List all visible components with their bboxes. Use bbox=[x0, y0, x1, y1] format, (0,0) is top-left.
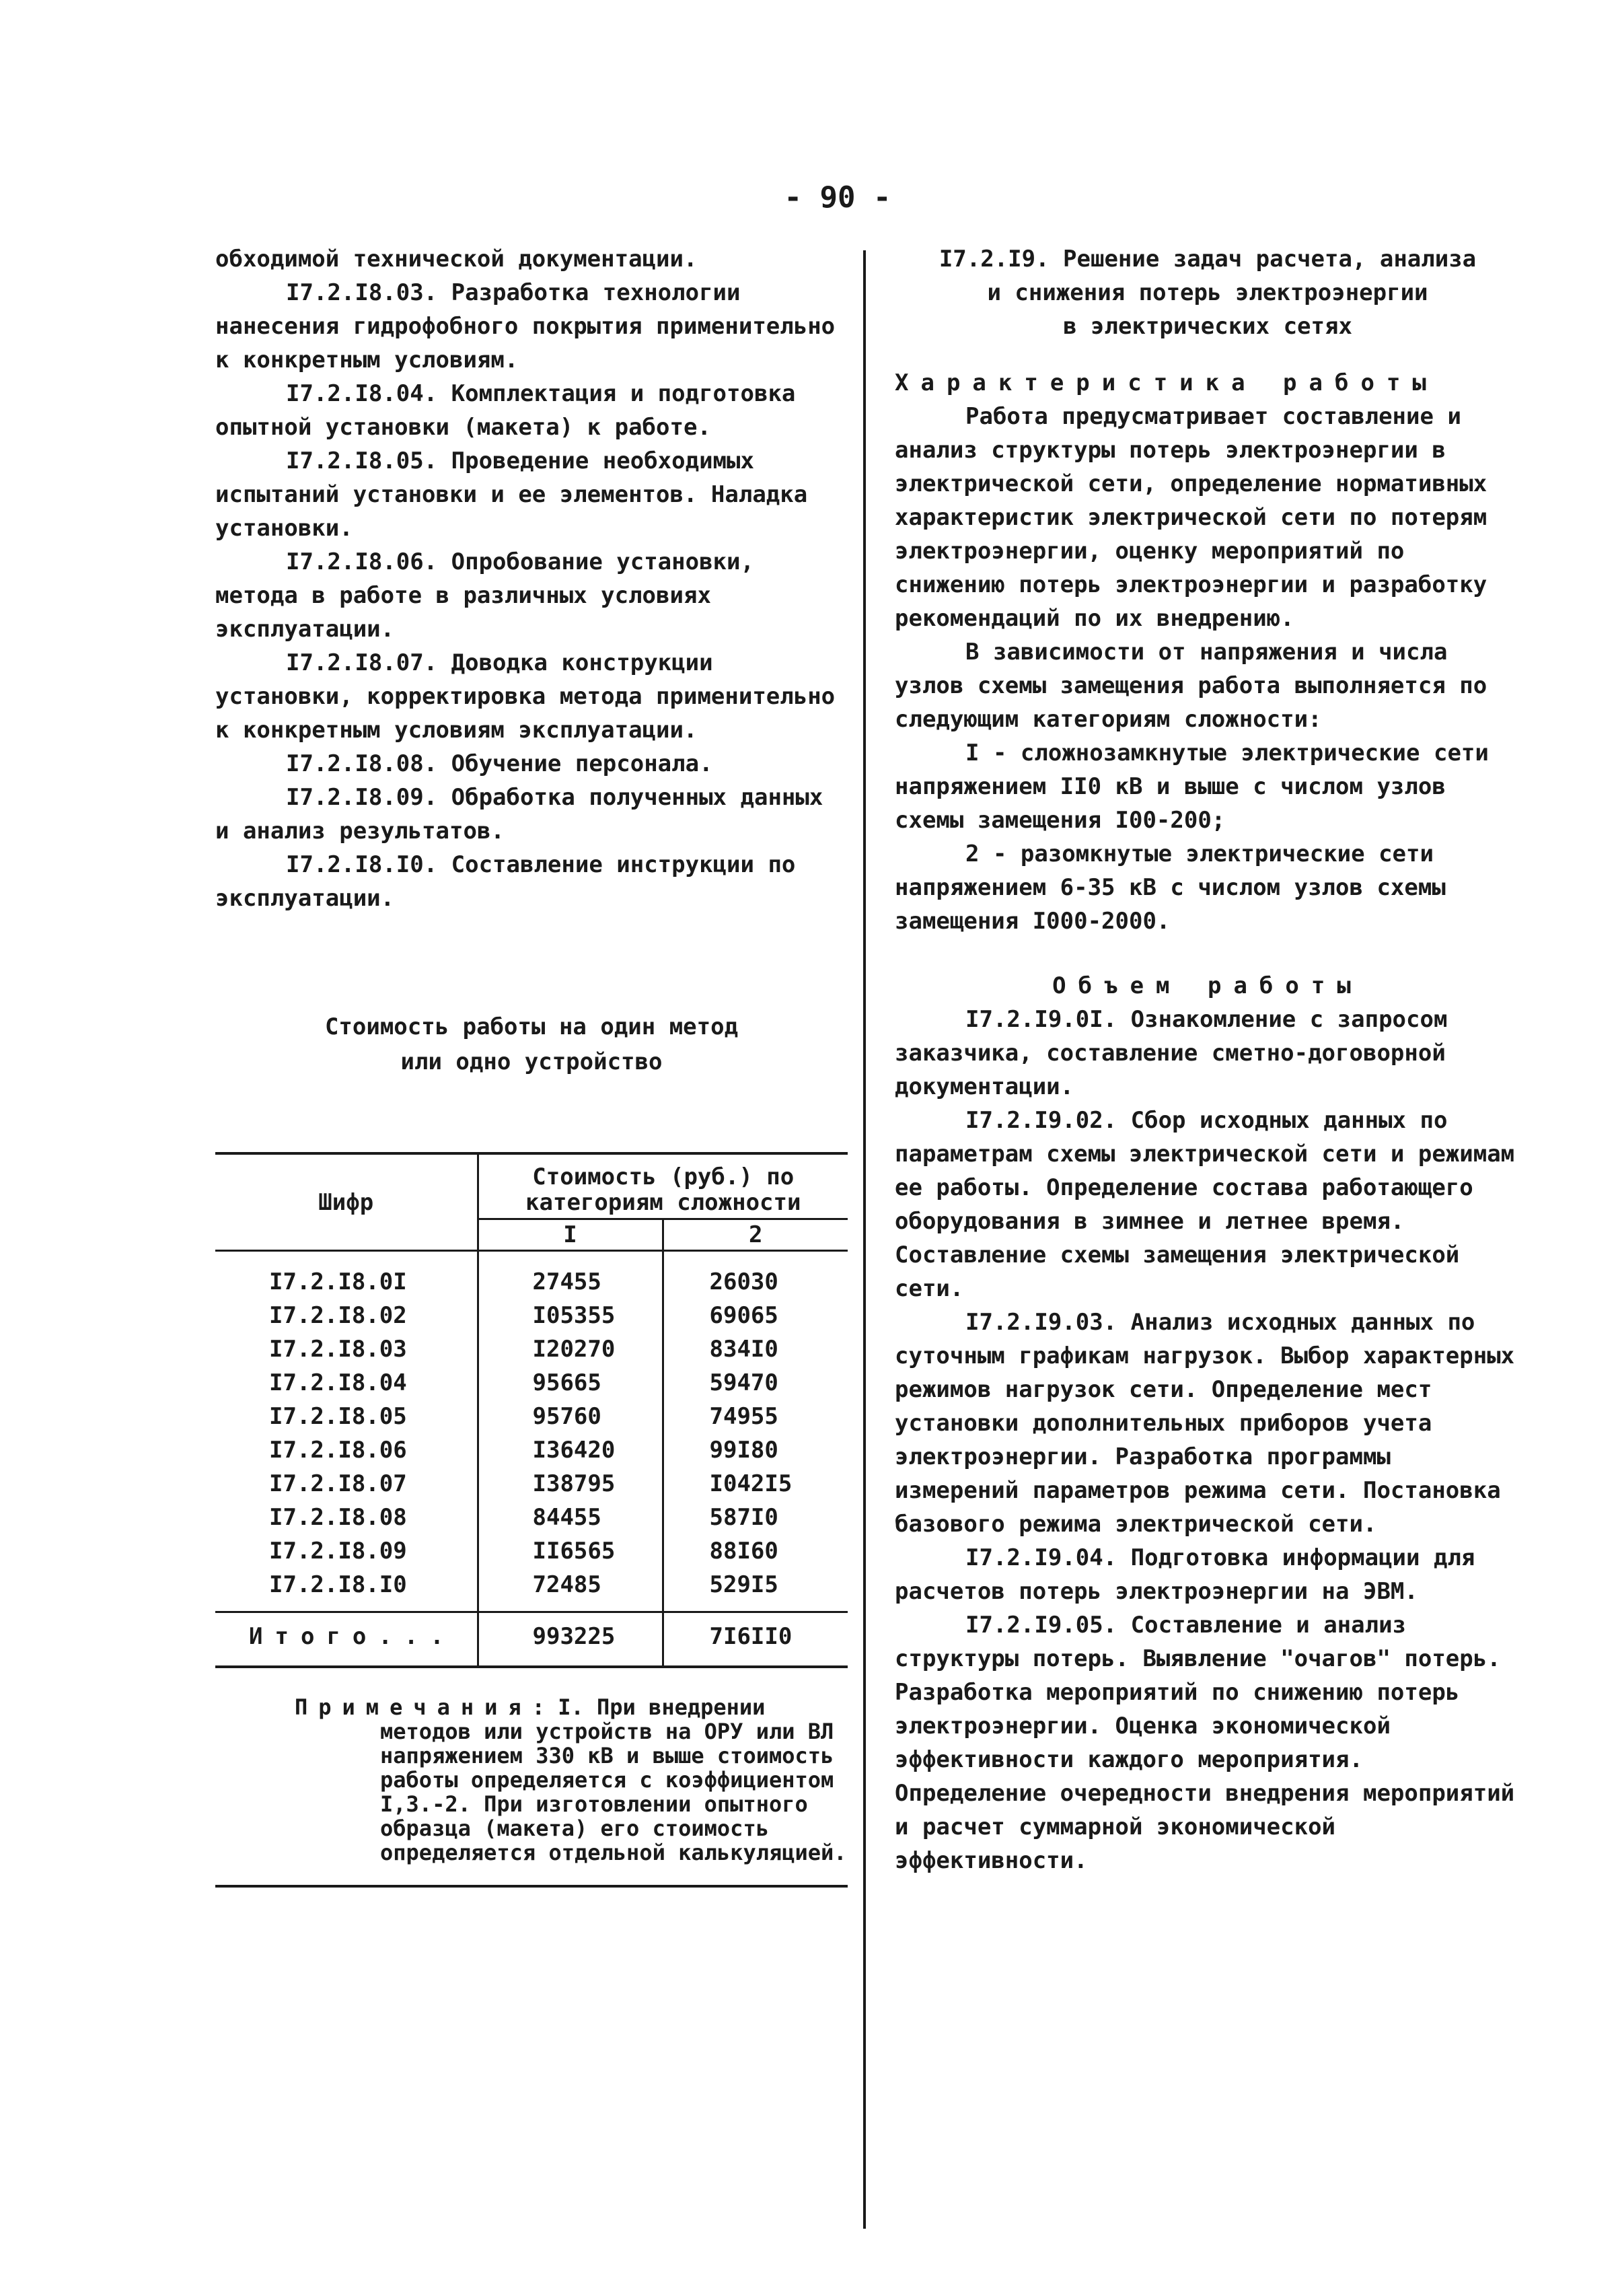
left-column bbox=[215, 242, 848, 1888]
table-row bbox=[215, 1251, 848, 1299]
right-column bbox=[895, 242, 1520, 1877]
cost-title-line: Стоимость работы на один метод bbox=[324, 1013, 739, 1040]
paragraph: I7.2.I8.07. Доводка конструкции установки, корректировка метода применительно к конкретным условиям эксплуатации. bbox=[215, 649, 836, 744]
characteristic-heading: Характеристика работы bbox=[895, 369, 1438, 396]
row-code: I7.2.I8.0I bbox=[269, 1268, 407, 1295]
column-divider bbox=[863, 250, 866, 2229]
row-code: I7.2.I8.06 bbox=[269, 1437, 407, 1464]
row-cost-2: 88I60 bbox=[663, 1534, 848, 1568]
row-cost-1: I05355 bbox=[478, 1299, 663, 1332]
table-note bbox=[295, 1695, 848, 1865]
paragraph: I7.2.I9.03. Анализ исходных данных по суточным графикам нагрузок. Выбор характерных режимов нагрузок сети. Определение мест установки дополнительных приборов учета электроэнергии. Разработка программы измерений параметров режима сети. Постановка базового режима электрической сети. bbox=[895, 1309, 1515, 1538]
table-row bbox=[215, 1467, 848, 1501]
row-cost-1: 72485 bbox=[478, 1568, 663, 1612]
row-code: I7.2.I8.02 bbox=[269, 1302, 407, 1329]
row-code: I7.2.I8.08 bbox=[269, 1504, 407, 1531]
row-cost-2: 529I5 bbox=[663, 1568, 848, 1612]
paragraph: I7.2.I8.03. Разработка технологии нанесения гидрофобного покрытия применительно к конкретным условиям. bbox=[215, 279, 836, 373]
row-code: I7.2.I8.07 bbox=[269, 1470, 407, 1497]
row-cost-2: 69065 bbox=[663, 1299, 848, 1332]
paragraph: I7.2.I9.02. Сбор исходных данных по параметрам схемы электрической сети и режимам ее работы. Определение состава работающего оборудования в зимнее и летнее время. Составление схемы замещения электрической сети. bbox=[895, 1107, 1515, 1302]
note-first-line bbox=[295, 1695, 848, 1719]
row-cost-2: 587I0 bbox=[663, 1501, 848, 1534]
paragraph: I - сложнозамкнутые электрические сети напряжением II0 кВ и выше с числом узлов схемы замещения I00-200; bbox=[895, 740, 1489, 834]
paragraph: I7.2.I9.05. Составление и анализ структуры потерь. Выявление "очагов" потерь. Разработка мероприятий по снижению потерь электроэнергии. Оценка экономической эффективности каждого мероприятия. Определение очередности внедрения мероприятий и расчет суммарной экономической эффективности. bbox=[895, 1612, 1515, 1874]
section-title-line: и снижения потерь электроэнергии bbox=[987, 279, 1428, 306]
header-cipher: Шифр bbox=[215, 1153, 478, 1251]
table-row bbox=[215, 1433, 848, 1467]
paragraph: В зависимости от напряжения и числа узлов схемы замещения работа выполняется по следующим категориям сложности: bbox=[895, 639, 1487, 733]
row-cost-2: I042I5 bbox=[663, 1467, 848, 1501]
bottom-rule bbox=[215, 1885, 848, 1888]
row-cost-2: 59470 bbox=[663, 1366, 848, 1400]
header-cost: Стоимость (руб.) по категориям сложности bbox=[478, 1153, 848, 1219]
row-code: I7.2.I8.03 bbox=[269, 1336, 407, 1363]
cost-table bbox=[215, 1152, 848, 1668]
note-label: Примечания bbox=[295, 1694, 532, 1720]
paragraph: I7.2.I8.05. Проведение необходимых испытаний установки и ее элементов. Наладка установки. bbox=[215, 447, 808, 542]
total-cost-2: 7I6II0 bbox=[663, 1612, 848, 1667]
section-title bbox=[895, 242, 1520, 343]
cost-table-title bbox=[215, 1009, 848, 1079]
row-code: I7.2.I8.09 bbox=[269, 1538, 407, 1565]
cost-title-line: или одно устройство bbox=[400, 1048, 663, 1075]
paragraph: I7.2.I8.06. Опробование установки, метода в работе в различных условиях эксплуатации. bbox=[215, 548, 754, 643]
row-cost-2: 74955 bbox=[663, 1400, 848, 1433]
left-paragraphs bbox=[215, 242, 848, 915]
table-row bbox=[215, 1299, 848, 1332]
row-cost-2: 99I80 bbox=[663, 1433, 848, 1467]
section-title-line: в электрических сетях bbox=[1063, 313, 1352, 340]
row-cost-1: II6565 bbox=[478, 1534, 663, 1568]
paragraph: I7.2.I8.08. Обучение персонала. bbox=[286, 750, 713, 777]
paragraph: 2 - разомкнутые электрические сети напряжением 6-35 кВ с числом узлов схемы замещения I000-2000. bbox=[895, 840, 1446, 935]
table-row bbox=[215, 1400, 848, 1433]
row-code: I7.2.I8.05 bbox=[269, 1403, 407, 1430]
row-cost-1: 95665 bbox=[478, 1366, 663, 1400]
note-body: методов или устройств на ОРУ или ВЛ напряжением 330 кВ и выше стоимость работы определяется с коэффициентом I,3.-2. При изготовлении опытного образца (макета) его стоимость определяется отдельной калькуляцией. bbox=[380, 1719, 847, 1865]
row-cost-2: 26030 bbox=[663, 1251, 848, 1299]
note-first: : I. При внедрении bbox=[531, 1694, 766, 1720]
table-row bbox=[215, 1534, 848, 1568]
row-cost-1: I36420 bbox=[478, 1433, 663, 1467]
section-title-line: I7.2.I9. Решение задач расчета, анализа bbox=[939, 246, 1477, 273]
page-number: - 90 - bbox=[784, 180, 891, 215]
row-cost-1: I38795 bbox=[478, 1467, 663, 1501]
header-category-2: 2 bbox=[663, 1219, 848, 1251]
row-cost-1: I20270 bbox=[478, 1332, 663, 1366]
paragraph: I7.2.I8.I0. Составление инструкции по эксплуатации. bbox=[215, 851, 796, 912]
header-category-1: I bbox=[478, 1219, 663, 1251]
table-row bbox=[215, 1501, 848, 1534]
paragraph: обходимой технической документации. bbox=[215, 246, 698, 273]
table-row bbox=[215, 1366, 848, 1400]
row-cost-1: 95760 bbox=[478, 1400, 663, 1433]
row-code: I7.2.I8.04 bbox=[269, 1369, 407, 1396]
row-cost-2: 834I0 bbox=[663, 1332, 848, 1366]
total-label: Итого... bbox=[249, 1623, 456, 1650]
paragraph: I7.2.I9.04. Подготовка информации для расчетов потерь электроэнергии на ЭВМ. bbox=[895, 1544, 1475, 1605]
scope-heading: Объем работы bbox=[1052, 972, 1363, 999]
row-cost-1: 84455 bbox=[478, 1501, 663, 1534]
total-row bbox=[215, 1612, 848, 1667]
paragraph: Работа предусматривает составление и анализ структуры потерь электроэнергии в электрической сети, определение нормативных характеристик электрической сети по потерям электроэнергии, оценку мероприятий по снижению потерь электроэнергии и разработку рекомендаций по их внедрению. bbox=[895, 403, 1487, 632]
paragraph: I7.2.I8.04. Комплектация и подготовка опытной установки (макета) к работе. bbox=[215, 380, 796, 441]
row-cost-1: 27455 bbox=[478, 1251, 663, 1299]
table-row bbox=[215, 1332, 848, 1366]
paragraph: I7.2.I9.0I. Ознакомление с запросом заказчика, составление сметно-договорной документации. bbox=[895, 1006, 1448, 1100]
paragraph: I7.2.I8.09. Обработка полученных данных и анализ результатов. bbox=[215, 784, 823, 845]
total-cost-1: 993225 bbox=[478, 1612, 663, 1667]
table-row bbox=[215, 1568, 848, 1612]
row-code: I7.2.I8.I0 bbox=[269, 1571, 407, 1598]
